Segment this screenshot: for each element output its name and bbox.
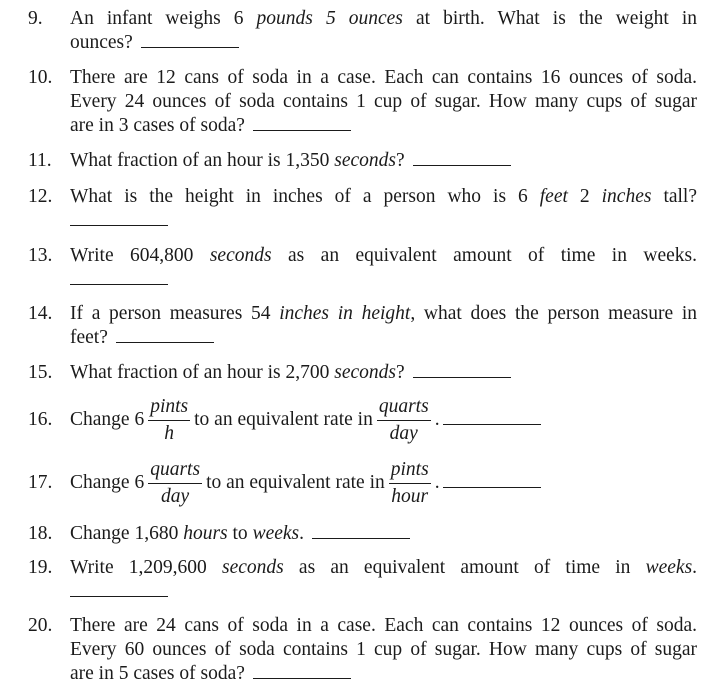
answer-blank[interactable]	[70, 595, 168, 597]
target-unit-fraction: $\frac{\text{pints}}{\text{hour}}$	[390, 459, 429, 507]
problem-number: 17.	[28, 472, 53, 493]
rate-fraction: $\frac{\text{pints}}{h}$	[150, 396, 189, 444]
problem-text: Change 1,680 hours to weeks.	[70, 522, 697, 546]
answer-blank[interactable]	[413, 164, 511, 166]
answer-blank[interactable]	[443, 423, 541, 425]
answer-blank[interactable]	[253, 677, 351, 679]
problem-number: 16.	[28, 409, 53, 430]
answer-blank[interactable]	[141, 46, 239, 48]
problem-number: 14.	[28, 303, 53, 324]
problem-text: What is the height in inches of a person who is 6 feet 2 inches tall?	[70, 185, 697, 233]
problem-text: An infant weighs 6 pounds 5 ounces at birth. What is the weight in ounces?	[70, 8, 698, 53]
problem-text: If a person measures 54 inches in height, what does the person measure in feet?	[70, 303, 698, 348]
problem-text: Write 1,209,600 seconds as an equivalent amount of time in weeks.	[70, 556, 697, 604]
problem-number: 18.	[28, 523, 53, 544]
problem-text: There are 12 cans of soda in a case. Each can contains 16 ounces of soda. Every 24 ounces of soda contains 1 cup of sugar. How many cups of sugar are in 3 cases of soda?	[70, 67, 697, 136]
target-unit-fraction: $\frac{\text{quarts}}{\text{day}}$	[378, 396, 429, 444]
answer-blank[interactable]	[413, 376, 511, 378]
problem-number: 13.	[28, 245, 53, 266]
problem-text: Write 604,800 seconds as an equivalent amount of time in weeks.	[70, 244, 697, 292]
answer-blank[interactable]	[70, 224, 168, 226]
problem-number: 9.	[28, 8, 43, 29]
problem-text: What fraction of an hour is 1,350 seconds?	[70, 149, 697, 173]
problem-text: Change 6 $\frac{\text{quarts}}{\text{day}}$ to an equivalent rate in $\frac{\text{pints}}{\text{hour}}$ .	[70, 457, 697, 510]
problem-number: 12.	[28, 186, 53, 207]
answer-blank[interactable]	[253, 129, 351, 131]
rate-fraction: $\frac{\text{quarts}}{\text{day}}$	[150, 459, 201, 507]
answer-blank[interactable]	[70, 283, 168, 285]
problem-number: 11.	[28, 150, 52, 171]
answer-blank[interactable]	[312, 537, 410, 539]
problem-number: 20.	[28, 615, 53, 636]
problem-text: What fraction of an hour is 2,700 seconds?	[70, 361, 697, 385]
answer-blank[interactable]	[443, 486, 541, 488]
problem-number: 10.	[28, 67, 53, 88]
problem-text: Change 6 $\frac{\text{pints}}{h}$ to an equivalent rate in $\frac{\text{quarts}}{\text{day}}$ .	[70, 394, 697, 447]
problem-number: 19.	[28, 557, 53, 578]
problem-text: There are 24 cans of soda in a case. Each can contains 12 ounces of soda. Every 60 ounces of soda contains 1 cup of sugar. How many cups of sugar are in 5 cases of soda?	[70, 615, 697, 684]
problem-number: 15.	[28, 362, 53, 383]
answer-blank[interactable]	[116, 341, 214, 343]
